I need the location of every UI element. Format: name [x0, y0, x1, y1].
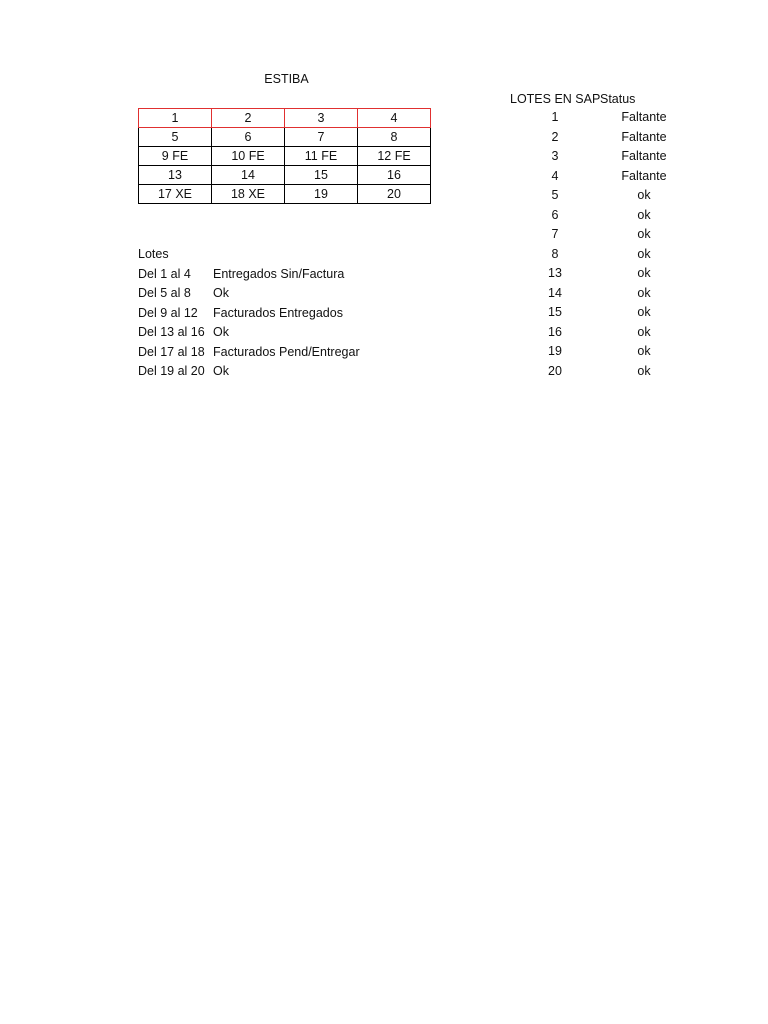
sap-status: Faltante — [621, 168, 667, 183]
lotes-range: Del 9 al 12 — [138, 305, 198, 320]
estiba-row — [139, 147, 431, 166]
lotes-legend — [138, 245, 360, 382]
sap-lote: 5 — [551, 188, 559, 202]
sap-status: ok — [637, 246, 651, 261]
sap-row — [510, 225, 688, 245]
sap-lote: 2 — [551, 129, 559, 144]
sap-header-lotes: LOTES EN SAP — [510, 92, 601, 106]
lotes-row — [138, 362, 360, 382]
estiba-row — [139, 166, 431, 185]
sap-lote: 15 — [548, 305, 562, 319]
sap-list — [510, 108, 688, 381]
estiba-cell: 7 — [285, 128, 358, 147]
sap-row — [510, 108, 688, 128]
estiba-cell: 1 — [139, 109, 212, 128]
sap-status: ok — [637, 285, 651, 300]
lotes-status: Facturados Entregados — [213, 305, 343, 320]
lotes-row — [138, 343, 360, 363]
estiba-cell: 12 FE — [358, 147, 431, 166]
sap-row — [510, 186, 688, 206]
lotes-range: Del 13 al 16 — [138, 325, 205, 339]
sap-lote: 19 — [548, 344, 562, 358]
estiba-cell: 20 — [358, 185, 431, 204]
estiba-cell: 14 — [212, 166, 285, 185]
sap-row — [510, 245, 688, 265]
lotes-header: Lotes — [138, 247, 169, 261]
sap-row — [510, 362, 688, 382]
lotes-range: Del 19 al 20 — [138, 364, 205, 378]
sap-header-status: Status — [600, 92, 636, 106]
estiba-cell: 15 — [285, 166, 358, 185]
sap-lote: 3 — [551, 149, 559, 163]
sap-lote: 6 — [551, 207, 559, 222]
sap-lote: 7 — [551, 227, 559, 241]
estiba-row — [139, 128, 431, 147]
estiba-cell: 16 — [358, 166, 431, 185]
sap-status: ok — [637, 207, 651, 222]
estiba-title: ESTIBA — [264, 72, 309, 86]
estiba-cell: 2 — [212, 109, 285, 128]
sap-lote: 8 — [551, 246, 559, 261]
estiba-cell: 4 — [358, 109, 431, 128]
sap-lote: 16 — [548, 324, 562, 339]
estiba-cell: 11 FE — [285, 147, 358, 166]
estiba-grid — [138, 108, 431, 204]
sap-status: ok — [637, 363, 651, 378]
sap-lote: 14 — [548, 285, 562, 300]
estiba-row — [139, 109, 431, 128]
estiba-cell: 10 FE — [212, 147, 285, 166]
estiba-cell: 9 FE — [139, 147, 212, 166]
sap-lote: 13 — [548, 266, 562, 280]
sap-status: ok — [637, 324, 651, 339]
sap-row — [510, 128, 688, 148]
lotes-status: Entregados Sin/Factura — [213, 266, 345, 281]
sap-row — [510, 284, 688, 304]
sap-status: ok — [637, 266, 651, 280]
lotes-row — [138, 265, 360, 285]
estiba-cell: 17 XE — [139, 185, 212, 204]
lotes-row — [138, 284, 360, 304]
estiba-row — [139, 185, 431, 204]
estiba-cell: 3 — [285, 109, 358, 128]
lotes-row — [138, 304, 360, 324]
sap-lote: 1 — [551, 110, 559, 124]
sap-row — [510, 167, 688, 187]
sap-header — [510, 90, 635, 110]
sap-status: Faltante — [621, 149, 667, 163]
lotes-range: Del 1 al 4 — [138, 266, 191, 281]
lotes-status: Ok — [213, 364, 229, 378]
sap-status: ok — [637, 305, 651, 319]
lotes-row — [138, 323, 360, 343]
sap-status: Faltante — [621, 129, 667, 144]
sap-row — [510, 147, 688, 167]
estiba-cell: 18 XE — [212, 185, 285, 204]
sap-row — [510, 264, 688, 284]
sap-row — [510, 303, 688, 323]
sap-lote: 20 — [548, 363, 562, 378]
sap-status: ok — [637, 344, 651, 358]
estiba-cell: 5 — [139, 128, 212, 147]
estiba-cell: 8 — [358, 128, 431, 147]
sap-row — [510, 206, 688, 226]
estiba-cell: 19 — [285, 185, 358, 204]
sap-status: ok — [637, 188, 651, 202]
lotes-range: Del 5 al 8 — [138, 286, 191, 300]
lotes-range: Del 17 al 18 — [138, 344, 205, 359]
sap-status: Faltante — [621, 110, 667, 124]
lotes-header-row — [138, 245, 360, 265]
lotes-status: Facturados Pend/Entregar — [213, 344, 360, 359]
sap-row — [510, 323, 688, 343]
sap-status: ok — [637, 227, 651, 241]
estiba-cell: 6 — [212, 128, 285, 147]
sap-lote: 4 — [551, 168, 559, 183]
lotes-status: Ok — [213, 286, 229, 300]
lotes-status: Ok — [213, 325, 229, 339]
sap-row — [510, 342, 688, 362]
estiba-cell: 13 — [139, 166, 212, 185]
